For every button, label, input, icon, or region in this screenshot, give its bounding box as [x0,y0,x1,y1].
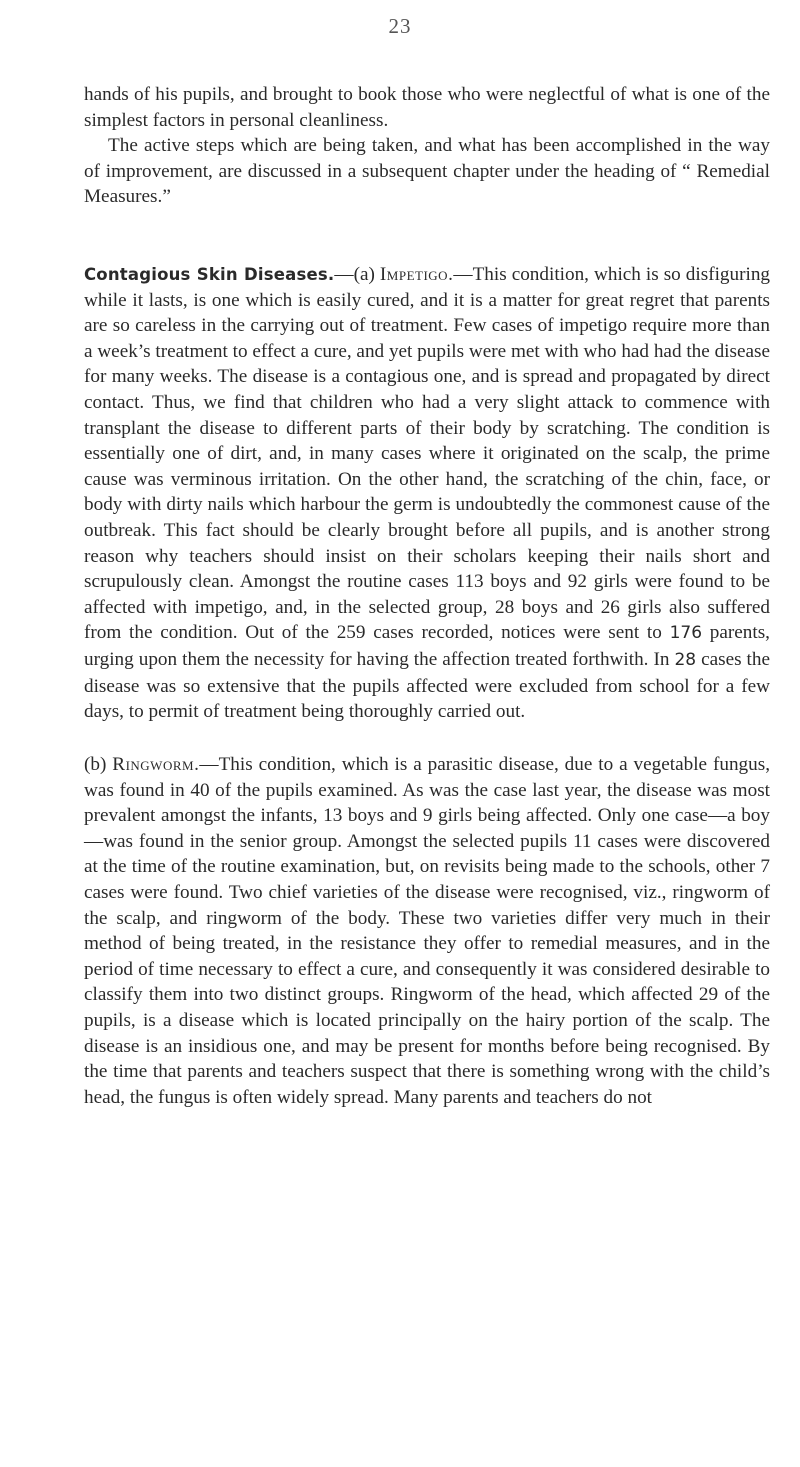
ringworm-section [84,752,770,1110]
page-number: 23 [388,14,412,38]
ringworm-text: —This condition, which is a parasitic disease, due to a vegetable fungus, was found in 40 of the pupils examined. As was the case last year, the disease was most prevalent amongst the infants, 13 boys and 9 girls being affected. Only one case—a boy—was found in the senior group. Amongst the selected pupils 11 cases were discovered at the time of the routine examination, but, on revisits being made to the schools, other 7 cases were found. Two chief varieties of the disease were recognised, viz., ringworm of the scalp, and ringworm of the body. These two varieties differ very much in their method of being treated, in the resistance they offer to remedial measures, and in the period of time necessary to effect a cure, and consequently it was considered desirable to classify them into two distinct groups. Ringworm of the head, which affected 29 of the pupils, is a disease which is located principally on the hairy portion of the scalp. The disease is an insidious one, and may be present for months before being recognised. By the time that parents and teachers suspect that there is something wrong with the child’s head, the fungus is often widely spread. Many parents and teachers do not [84,754,770,1108]
impetigo-text-1: —This condition, which is so disfiguring while it lasts, is one which is easily cured, and it is a matter for great regret that parents are so careless in the carrying out of treatment. Few cases of impetigo require more than a week’s treatment to effect a cure, and yet pupils were met with who had had the disease for many weeks. The disease is a contagious one, and is spread and propagated by direct contact. Thus, we find that children who had a very slight attack to commence with transplant the disease to different parts of their body by scratching. The condition is essentially one of dirt, and, in many cases where it originated on the scalp, the prime cause was verminous irritation. On the other hand, the scratching of the chin, face, or body with dirty nails which harbour the germ is undoubtedly the commonest cause of the outbreak. This fact should be clearly brought before all pupils, and is another strong reason why teachers should insist on their scholars keeping their nails short and scrupulously clean. Amongst the routine cases 113 boys and 92 girls were found to be affected with impetigo, and, in the selected group, 28 boys and 26 girls also suffered from the condition. Out of the 259 cases recorded, notices were sent to [84,264,771,644]
excluded-count: 28 [674,649,697,670]
impetigo-paragraph [84,262,770,725]
intro-section [84,82,770,210]
impetigo-text-2: parents, urging upon them the necessity for having the affection treated forthwith. In [84,622,770,670]
notices-count: 176 [669,623,703,644]
ringworm-label-prefix: (b) [84,754,113,775]
impetigo-text-3: cases the disease was so extensive that the pupils affected were excluded from school for a few days, to permit of treatment being thoroughly carried out. [84,648,770,723]
ringworm-label: Ringworm. [112,754,200,775]
intro-paragraph-1: hands of his pupils, and brought to book those who were neglectful of what is one of the simplest factors in personal cleanliness. [84,84,770,131]
intro-paragraph-2: The active steps which are being taken, and what has been accomplished in the way of improvement, are discussed in a subsequent chapter under the heading of “ Remedial Measures.” [84,135,770,208]
impetigo-label-prefix: —(a) [334,264,380,285]
impetigo-section [84,262,770,725]
impetigo-label: Impetigo. [379,264,454,285]
ringworm-paragraph [84,752,770,1110]
section-heading: Contagious Skin Diseases. [84,265,335,284]
